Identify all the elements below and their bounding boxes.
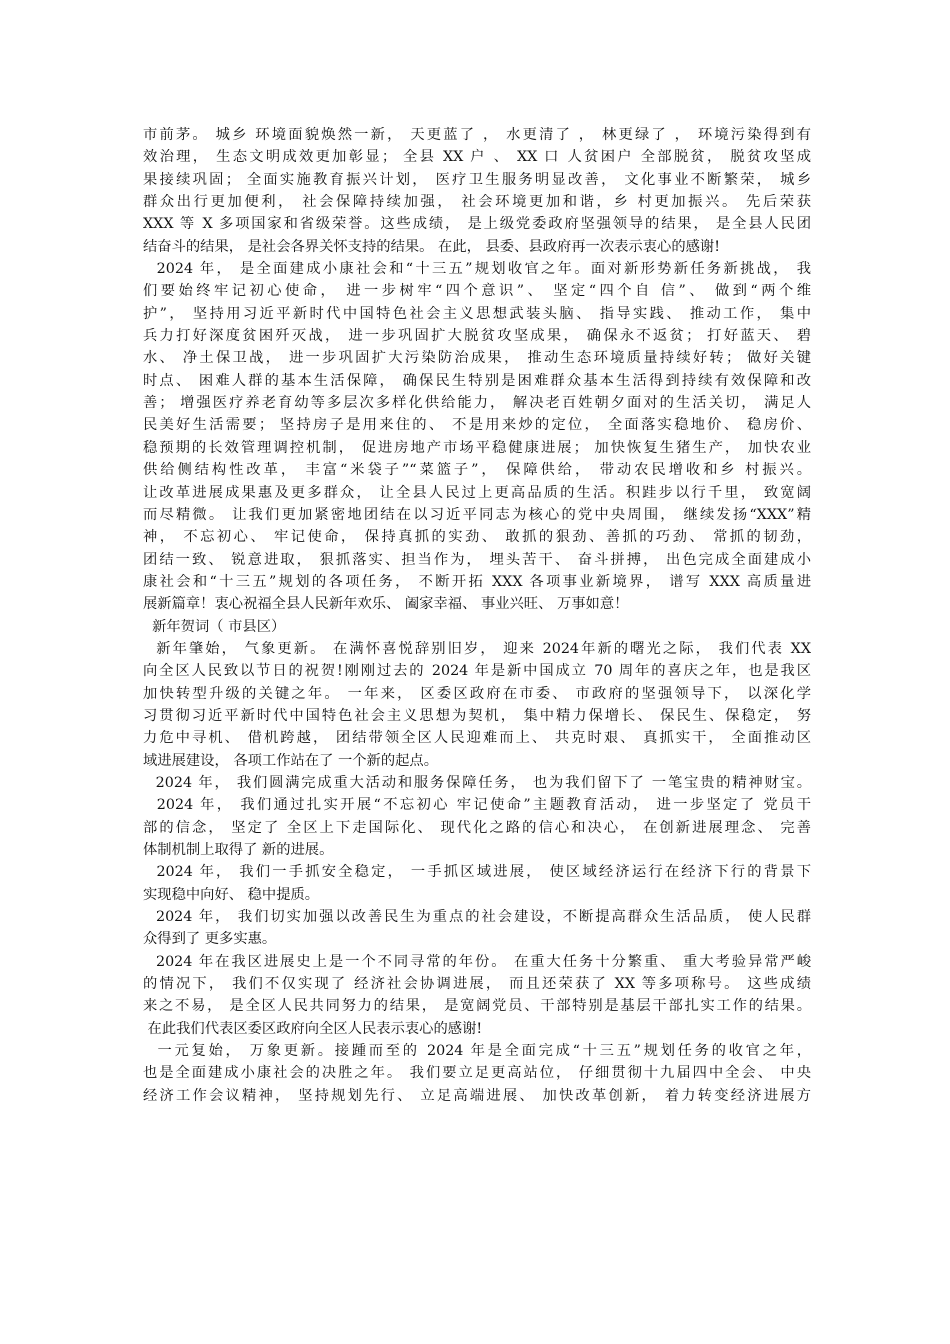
text-line: 康社会和“十三五”规划的各项任务， 不断开拓 XXX 各项事业新境界， 谱写 XXX 高质量进 [143, 573, 811, 590]
document-page [143, 124, 811, 1107]
text-line: 兵力打好深度贫困歼灭战， 进一步巩固扩大脱贫攻坚成果， 确保永不返贫； 打好蓝天、 碧 [143, 328, 811, 345]
section-heading: 新年贺词（ 市县区） [143, 618, 286, 635]
text-line: 域进展建设， 各项工作站在了 一个新的起点。 [143, 752, 439, 769]
text-line: 展新篇章！衷心祝福全县人民新年欢乐、 阖家幸福、 事业兴旺、 万事如意！ [143, 596, 629, 613]
text-line: 市前茅。 城乡 环境面貌焕然一新， 天更蓝了 ， 水更清了 ， 林更绿了 ， 环境污染得到有 [143, 127, 811, 143]
text-line: 来之不易， 是全区人民共同努力的结果， 是宽阔党员、干部特别是基层干部扎实工作的结果。 [143, 998, 811, 1015]
text-line: 加快转型升级的关键之年。 一年来， 区委区政府在市委、 市政府的坚强领导下， 以深化学 [143, 685, 811, 702]
text-line: 经济工作会议精神， 坚持规划先行、 立足高端进展、 加快改革创新， 着力转变经济进展方 [143, 1087, 811, 1104]
text-line: 2024 年， 我们通过扎实开展“不忘初心 牢记使命”主题教育活动， 进一步坚定了 党员干 [143, 797, 811, 814]
text-line: 而尽精微。 让我们更加紧密地团结在以习近平同志为核心的党中央周围， 继续发扬“XXX”精 [143, 506, 811, 523]
text-line: 神， 不忘初心、 牢记使命， 保持真抓的实劲、 敢抓的狠劲、善抓的巧劲、 常抓的韧劲， [143, 529, 811, 546]
text-line: 习贯彻习近平新时代中国特色社会主义思想为契机， 集中精力保增长、 保民生、保稳定， 努 [143, 707, 811, 724]
text-line: 结奋斗的结果， 是社会各界关怀支持的结果。 在此， 县委、县政府再一次表示衷心的感谢! [143, 238, 720, 255]
text-line: 新年肇始， 气象更新。 在满怀喜悦辞别旧岁， 迎来 2024年新的曙光之际， 我们代表 XX [143, 640, 811, 657]
text-line: 2024 年在我区进展史上是一个不同寻常的年份。 在重大任务十分繁重、 重大考验异常严峻 [143, 953, 811, 970]
text-line: 果接续巩固； 全面实施教育振兴计划， 医疗卫生服务明显改善， 文化事业不断繁荣， 城乡 [143, 171, 811, 188]
text-line: 群众出行更加便利， 社会保障持续加强， 社会环境更加和谐，乡 村更加振兴。 先后荣获 [143, 194, 811, 211]
text-line: 水、 净土保卫战， 进一步巩固扩大污染防治成果， 推动生态环境质量持续好转； 做好关键 [143, 350, 811, 367]
text-line: 也是全面建成小康社会的决胜之年。 我们要立足更高站位， 仔细贯彻十九届四中全会、 中央 [143, 1065, 811, 1082]
text-line: 2024 年， 我们一手抓安全稳定， 一手抓区域进展， 使区域经济运行在经济下行的背景下 [143, 864, 811, 881]
text-line: 众得到了 更多实惠。 [143, 931, 277, 948]
text-line: 供给侧结构性改革， 丰富“米袋子”“菜篮子”， 保障供给， 带动农民增收和乡 村振兴。 [143, 462, 811, 479]
text-line: 稳预期的长效管理调控机制， 促进房地产市场平稳健康进展； 加快恢复生猪生产， 加快农业 [143, 439, 811, 456]
text-line: 2024 年， 我们圆满完成重大活动和服务保障任务， 也为我们留下了 一笔宝贵的精神财宝。 [143, 774, 811, 791]
text-line: 民美好生活需要； 坚持房子是用来住的、 不是用来炒的定位， 全面落实稳地价、 稳房价、 [143, 417, 811, 434]
text-line: 一元复始， 万象更新。接踵而至的 2024 年是全面完成“十三五”规划任务的收官之年， [143, 1043, 811, 1060]
text-line: 向全区人民致以节日的祝贺!刚刚过去的 2024 年是新中国成立 70 周年的喜庆之年，也是我区 [143, 663, 811, 680]
text-line: 2024 年， 我们切实加强以改善民生为重点的社会建设，不断提高群众生活品质， 使人民群 [143, 909, 811, 926]
text-line: 团结一致、 锐意进取， 狠抓落实、担当作为， 埋头苦干、 奋斗拼搏， 出色完成全面建成小 [143, 551, 811, 568]
text-line: 部的信念， 坚定了 全区上下走国际化、 现代化之路的信心和决心， 在创新进展理念、 完善 [143, 819, 811, 836]
text-line: 力危中寻机、 借机跨越， 团结带领全区人民迎难而上、 共克时艰、 真抓实干， 全面推动区 [143, 730, 811, 747]
text-line: XXX 等 X 多项国家和省级荣誉。这些成绩， 是上级党委政府坚强领导的结果， 是全县人民团 [143, 216, 811, 233]
text-line: 善； 增强医疗养老育幼等多层次多样化供给能力， 解决老百姓朝夕面对的生活关切， 满足人 [143, 395, 811, 412]
text-line: 体制机制上取得了 新的进展。 [143, 842, 334, 858]
text-line: 效治理， 生态文明成效更加彰显； 全县 XX 户 、 XX 口 人贫困户 全部脱贫， 脱贫攻坚成 [143, 149, 811, 166]
text-line: 们要始终牢记初心使命， 进一步树牢“四个意识”、 坚定“四个自 信”、 做到“两个维 [143, 283, 811, 300]
text-line: 在此我们代表区委区政府向全区人民表示衷心的感谢! [143, 1020, 483, 1037]
text-line: 实现稳中向好、 稳中提质。 [143, 886, 320, 903]
text-line: 时点、 困难人群的基本生活保障， 确保民生特别是困难群众基本生活得到持续有效保障和改 [143, 372, 811, 389]
text-line: 的情况下， 我们不仅实现了 经济社会协调进展， 而且还荣获了 XX 等多项称号。 这些成绩 [143, 976, 811, 993]
text-line: 护”， 坚持用习近平新时代中国特色社会主义思想武装头脑、 指导实践、 推动工作， 集中 [143, 305, 811, 322]
text-line: 2024 年， 是全面建成小康社会和“十三五”规划收官之年。面对新形势新任务新挑战， 我 [143, 261, 811, 278]
text-line: 让改革进展成果惠及更多群众， 让全县人民过上更高品质的生活。积跬步以行千里， 致宽阔 [143, 484, 811, 501]
